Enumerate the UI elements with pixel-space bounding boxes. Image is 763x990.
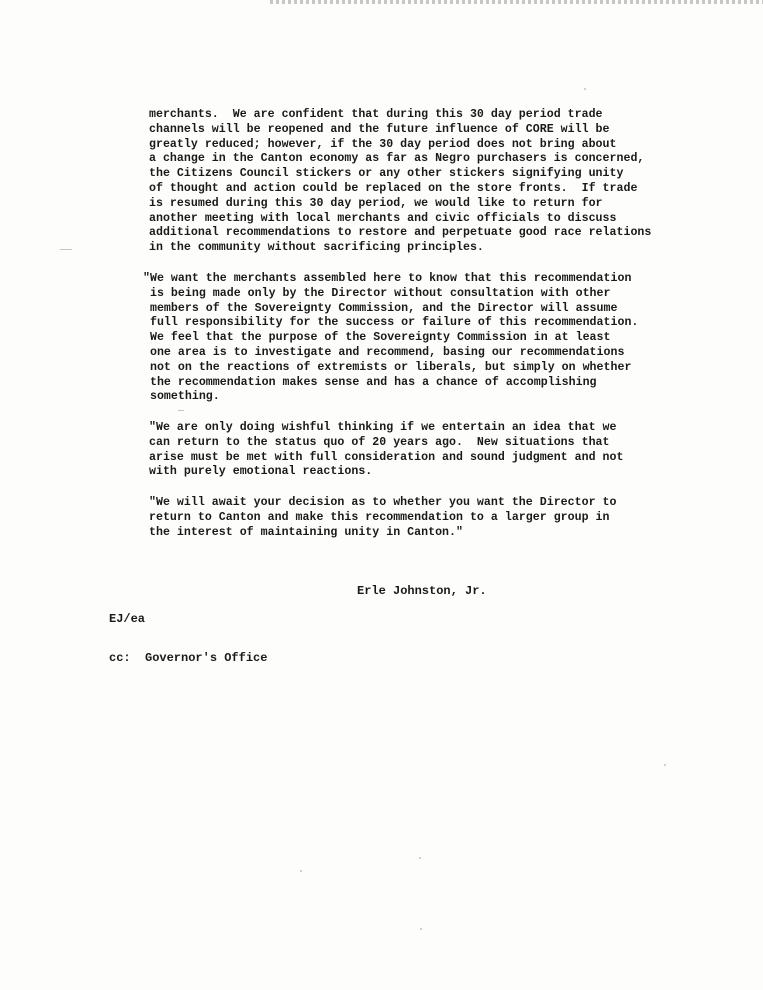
typist-initials: EJ/ea xyxy=(109,612,146,626)
scan-speck xyxy=(60,249,72,250)
signature-name: Erle Johnston, Jr. xyxy=(357,584,487,598)
paragraph-merchants: merchants. We are confident that during this 30 day period trade channels will be reopened and the future influence of CORE will be greatly reduced; however, if the 30 day period does not bring about a change in the Canton economy as far as Negro purchasers is concerned, the Citizens Council stickers or any other stickers signifying unity of thought and action could be replaced on the store fronts. If trade is resumed during this 30 day period, we would like to return for another meeting with local merchants and civic officials to discuss additional recommendations to restore and perpetuate good race relations in the community without sacrificing principles. xyxy=(149,108,652,255)
carbon-copy-line: cc: Governor's Office xyxy=(109,651,268,665)
paragraph-await-decision: "We will await your decision as to whether you want the Director to return to Canton and make this recommendation to a larger group in the interest of maintaining unity in Canton." xyxy=(149,496,617,539)
scan-speck xyxy=(178,410,184,411)
scan-speck xyxy=(300,870,302,872)
scan-speck xyxy=(584,88,586,90)
scan-edge-mark xyxy=(270,0,763,4)
paragraph-director-recommendation: "We want the merchants assembled here to know that this recommendation is being made only by the Director without consultation with other members of the Sovereignty Commission, and the Director will assume full responsibility for the success or failure of this recommendation. We feel that the purpose of the Sovereignty Commission in at least one area is to investigate and recommend, basing our recommendations not on the reactions of extremists or liberals, but simply on whether the recommendation makes sense and has a chance of accomplishing something. xyxy=(143,272,639,404)
scan-speck xyxy=(419,857,421,859)
paragraph-wishful-thinking: "We are only doing wishful thinking if we entertain an idea that we can return to the status quo of 20 years ago. New situations that arise must be met with full consideration and sound judgment and not with purely emotional reactions. xyxy=(149,421,624,479)
scan-speck xyxy=(664,764,666,766)
scan-speck xyxy=(420,928,422,930)
